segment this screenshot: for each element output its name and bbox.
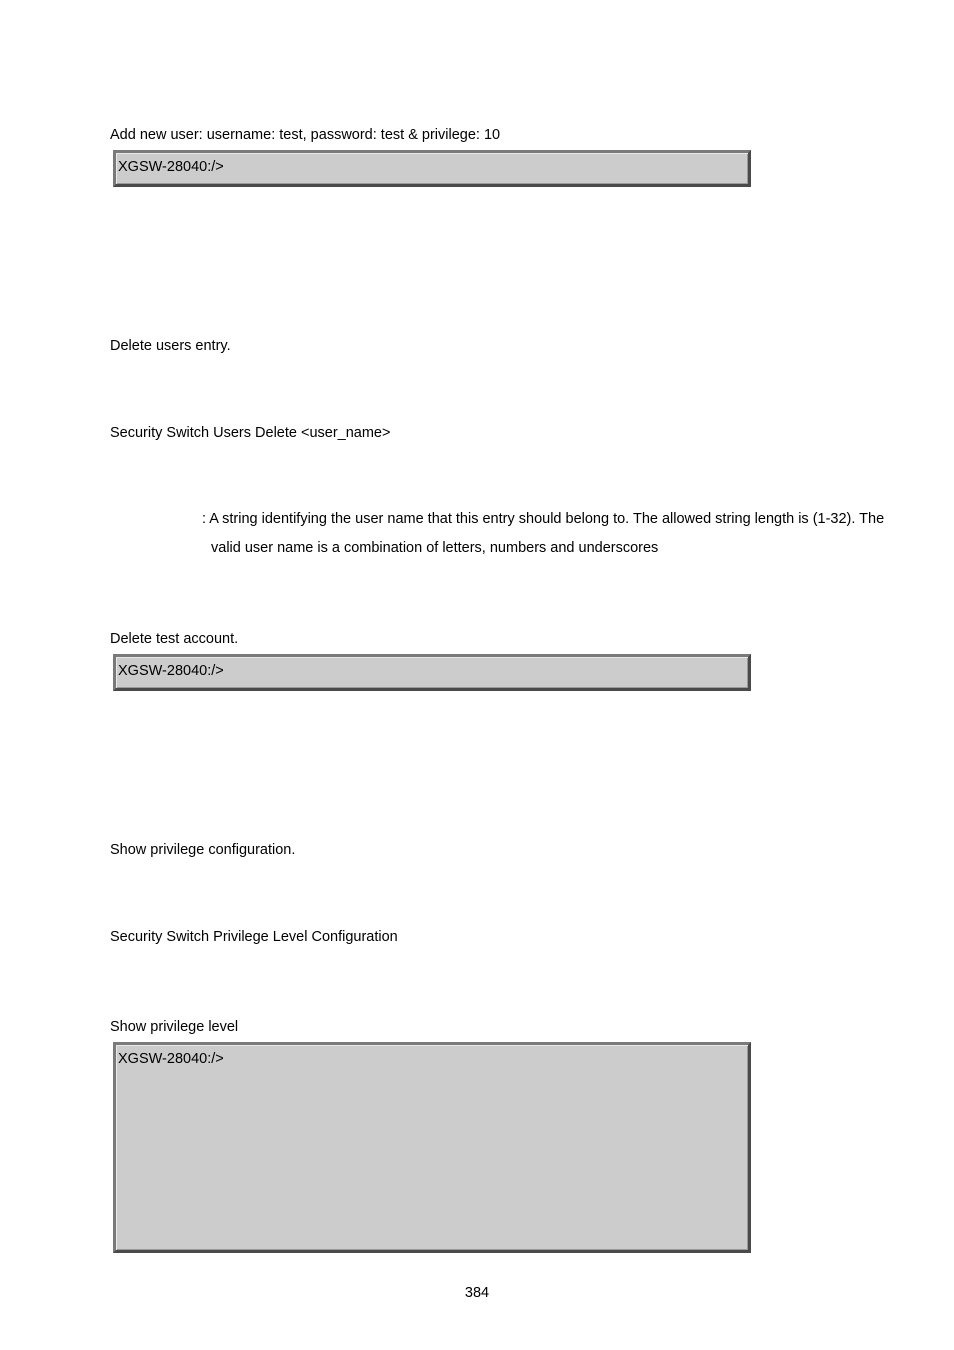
command-description: Delete users entry. [110,338,231,354]
command-syntax: Security Switch Users Delete <user_name> [110,425,391,441]
cli-example-box [113,654,751,691]
example-caption: Add new user: username: test, password: test & privilege: 10 [110,127,501,143]
parameter-description-line2: valid user name is a combination of letters, numbers and underscores [211,540,659,556]
page-number: 384 [464,1285,490,1301]
cli-example-box [113,150,751,187]
example-caption: Delete test account. [110,631,239,647]
cli-prompt: XGSW-28040:/> [118,663,224,679]
cli-prompt: XGSW-28040:/> [118,1051,224,1067]
cli-example-box [113,1042,751,1253]
command-description: Show privilege configuration. [110,842,296,858]
cli-prompt: XGSW-28040:/> [118,159,224,175]
example-caption: Show privilege level [110,1019,239,1035]
command-syntax: Security Switch Privilege Level Configuration [110,929,398,945]
parameter-description-line1: : A string identifying the user name that this entry should belong to. The allowed string length is (1-32). The [202,511,885,527]
